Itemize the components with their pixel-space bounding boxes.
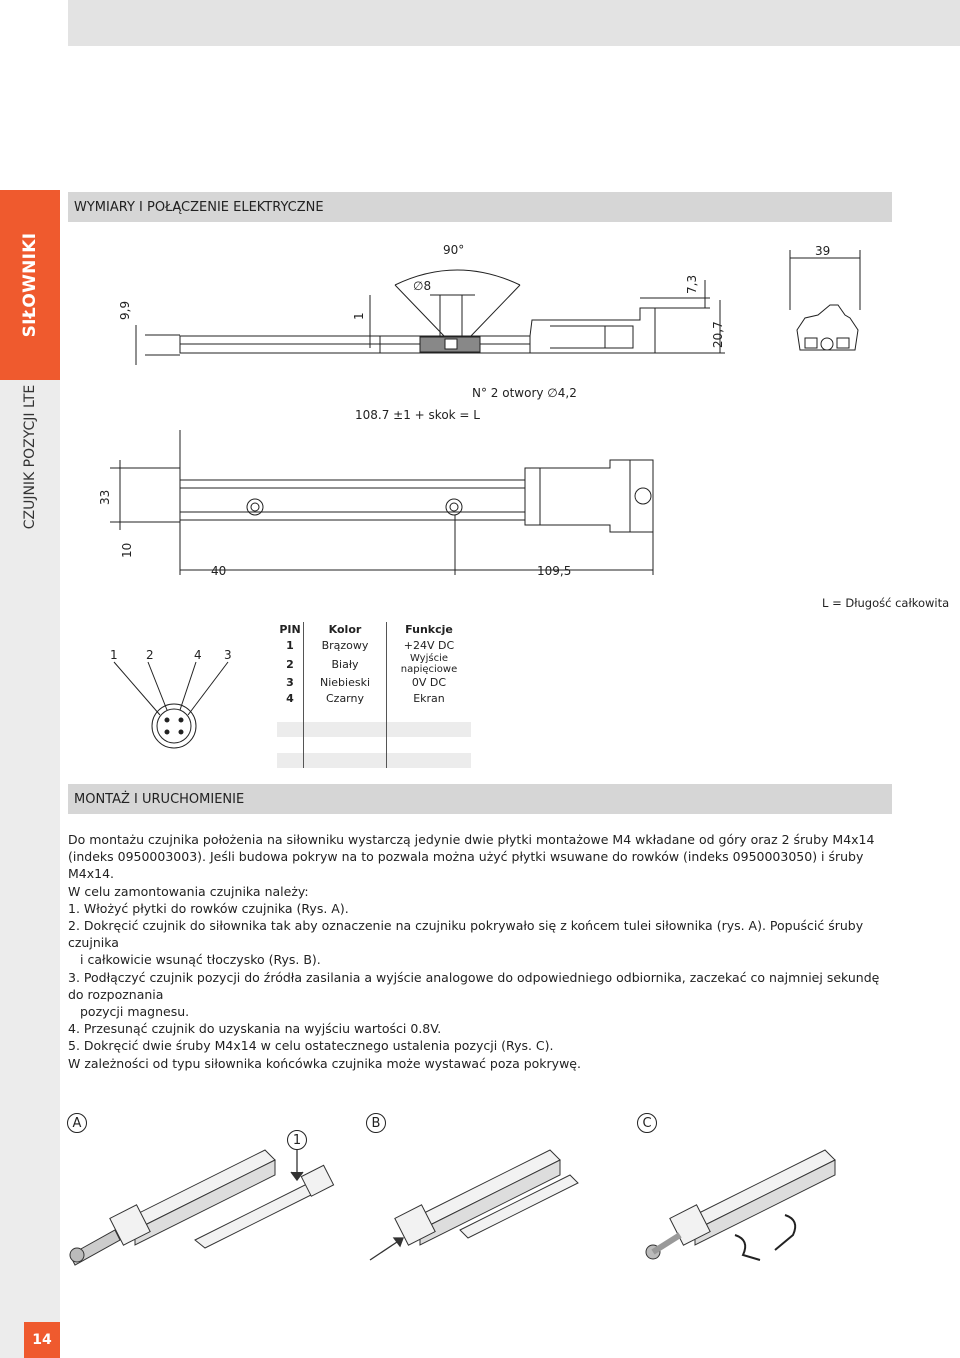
top-bar [68, 0, 960, 46]
figure-label-c: C [637, 1113, 657, 1133]
function-cell: 0V DC [411, 676, 447, 690]
dim-angle: 90° [443, 243, 465, 257]
figure-label-a: A [67, 1113, 87, 1133]
figure-c-illustration [635, 1140, 885, 1280]
figure-a-illustration [65, 1130, 345, 1280]
color-header: Kolor [304, 622, 387, 638]
dim-33: 33 [98, 489, 112, 505]
paragraph: pozycji magnesu. [80, 1004, 190, 1020]
dim-40: 40 [211, 564, 227, 578]
paragraph: 2. Dokręcić czujnik do siłownika tak aby oznaczenie na czujniku pokrywało się z końcem tulei siłownika (rys. A). Popuścić śruby czujnika [68, 918, 864, 951]
dim-20-7: 20,7 [711, 321, 725, 348]
paragraph: W celu zamontowania czujnika należy: [68, 883, 309, 899]
pin-cell: 1 [277, 638, 304, 654]
table-row [277, 691, 471, 707]
holes-note: N° 2 otwory ∅4,2 [472, 386, 577, 400]
dimensions-section-header: WYMIARY I POŁĄCZENIE ELEKTRYCZNE [68, 192, 892, 222]
function-header: Funkcje [405, 623, 453, 637]
color-cell: Czarny [304, 691, 387, 707]
paragraph: i całkowicie wsunąć tłoczysko (Rys. B). [80, 952, 321, 968]
pin-cell: 4 [277, 691, 304, 707]
paragraph: 1. Włożyć płytki do rowków czujnika (Rys. A). [68, 900, 349, 916]
table-row [277, 675, 471, 691]
pin-label: 3 [224, 648, 232, 662]
pin-label: 1 [110, 648, 118, 662]
paragraph: W zależności od typu siłownika końcówka czujnika może wystawać poza pokrywę. [68, 1055, 581, 1071]
dim-109-5: 109,5 [537, 564, 572, 578]
paragraph: 4. Przesunąć czujnik do uzyskania na wyjściu wartości 0.8V. [68, 1021, 442, 1037]
length-formula: 108.7 ±1 + skok = L [355, 408, 480, 422]
pin-table-header [277, 622, 471, 638]
function-cell: Ekran [413, 691, 445, 705]
dim-10: 10 [120, 542, 134, 558]
pin-header: PIN [277, 622, 304, 638]
length-legend: L = Długość całkowita [822, 596, 950, 610]
paragraph: 5. Dokręcić dwie śruby M4x14 w celu ostatecznego ustalenia pozycji (Rys. C). [68, 1038, 554, 1054]
color-cell: Niebieski [304, 675, 387, 691]
callout-1: 1 [287, 1130, 307, 1150]
dim-7-3: 7,3 [685, 274, 699, 294]
dim-diameter-8: ∅8 [413, 279, 432, 293]
pin-cell: 3 [277, 675, 304, 691]
paragraph: 3. Podłączyć czujnik pozycji do źródła zasilania a wyjście analogowe do odpowiedniego odbiornika, zaczekać co najmniej sekundę do rozpoznania [68, 969, 880, 1002]
sidebar-subsection-title: CZUJNIK POZYCJI LTE [22, 384, 38, 530]
table-row [277, 653, 471, 675]
mounting-instructions [68, 831, 898, 1072]
dim-9-9: 9,9 [118, 300, 132, 320]
figure-label-b: B [366, 1113, 386, 1133]
side-view-drawing [100, 240, 900, 440]
paragraph: Do montażu czujnika położenia na siłowniku wystarczą jedynie dwie płytki montażowe M4 wkładane od góry oraz 2 śruby M4x14 [68, 832, 875, 847]
pin-cell: 2 [277, 653, 304, 675]
paragraph: (indeks 0950003003). Jeśli budowa pokryw na to pozwala można użyć płytki wsuwane do rowków (indeks 0950003050) i śruby M4x14. [68, 849, 864, 882]
pin-label: 4 [194, 648, 202, 662]
page-number: 14 [24, 1322, 60, 1358]
color-cell: Biały [304, 653, 387, 675]
figure-b-illustration [360, 1140, 600, 1280]
color-cell: Brązowy [304, 638, 387, 654]
sidebar-section-title: SIŁOWNIKI [20, 232, 40, 338]
function-cell: +24V DC [403, 638, 455, 652]
function-cell: Wyjście napięciowe [400, 653, 458, 675]
pin-table [277, 622, 471, 768]
pin-label: 2 [146, 648, 154, 662]
mounting-section-header: MONTAŻ I URUCHOMIENIE [68, 784, 892, 814]
dim-1: 1 [352, 312, 366, 320]
top-view-drawing [100, 430, 700, 590]
sidebar-section-tab [0, 190, 60, 380]
dim-39: 39 [815, 244, 831, 258]
table-row [277, 638, 471, 654]
